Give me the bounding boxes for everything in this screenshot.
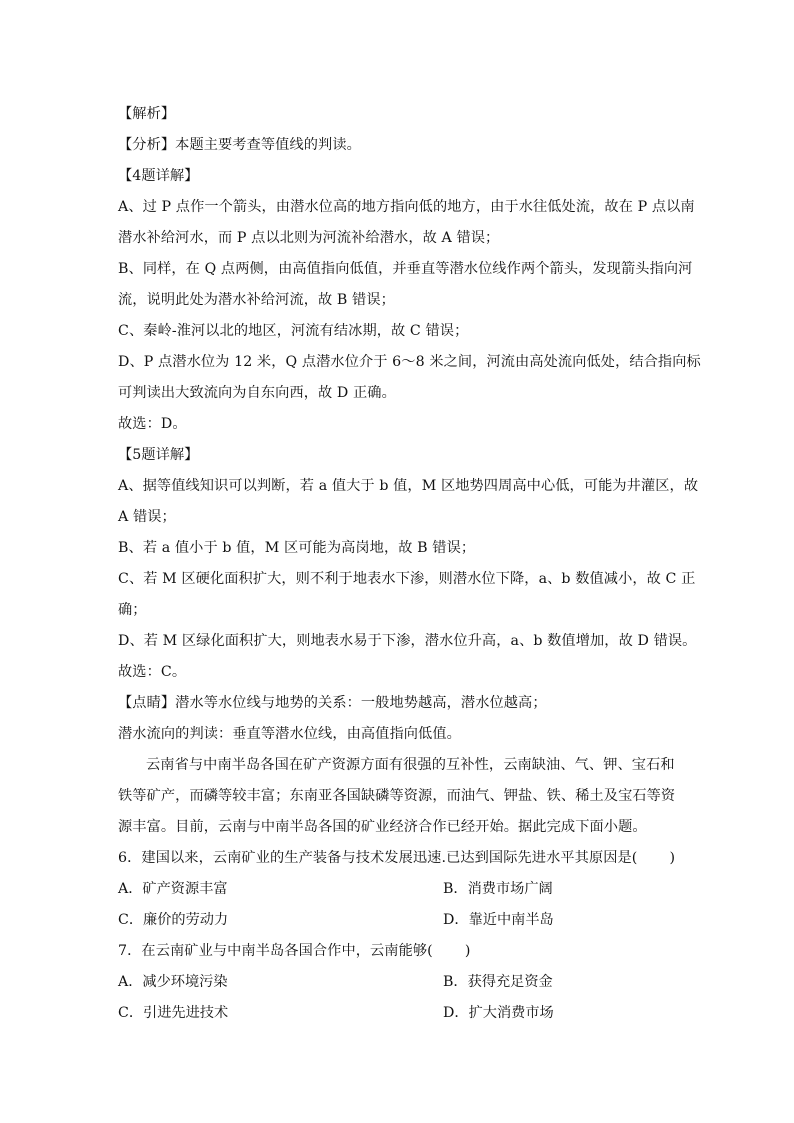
q4-explanation-line: 流，说明此处为潜水补给河流，故 B 错误； bbox=[118, 292, 395, 308]
q4-explanation-heading: 【4题详解】 bbox=[118, 168, 199, 184]
q7-options-row bbox=[118, 967, 688, 998]
q4-explanation-line: D、P 点潜水位为 12 米，Q 点潜水位介于 6～8 米之间，河流由高处流向低处，结合指向标 bbox=[118, 354, 701, 370]
q5-answer: 故选：C。 bbox=[118, 664, 187, 680]
q7-option-c: C．引进先进技术 bbox=[118, 1005, 229, 1021]
q4-explanation-line: 可判读出大致流向为自东向西，故 D 正确。 bbox=[118, 385, 396, 401]
q6-option-b: B．消费市场广阔 bbox=[443, 881, 553, 897]
q5-explanation-line: A 错误； bbox=[118, 509, 176, 525]
q5-explanation-line: C、若 M 区硬化面积扩大，则不利于地表水下渗，则潜水位下降，a、b 数值减小，故 C 正 bbox=[118, 571, 696, 587]
q7-stem bbox=[118, 936, 688, 967]
q5-explanation-heading: 【5题详解】 bbox=[118, 447, 199, 463]
passage-line: 源丰富。目前，云南与中南半岛各国的矿业经济合作已经开始。据此完成下面小题。 bbox=[118, 819, 647, 835]
q6-stem bbox=[118, 843, 688, 874]
analysis-fenxi: 【分析】本题主要考查等值线的判读。 bbox=[118, 137, 361, 153]
passage-line: 铁等矿产，而磷等较丰富；东南亚各国缺磷等资源，而油气、钾盐、铁、稀土及宝石等资 bbox=[118, 788, 676, 804]
q6-options-row bbox=[118, 905, 688, 936]
passage-line: 云南省与中南半岛各国在矿产资源方面有很强的互补性，云南缺油、气、钾、宝石和 bbox=[146, 757, 675, 773]
q6-option-d: D．靠近中南半岛 bbox=[443, 912, 554, 928]
q4-explanation-line: B、同样，在 Q 点两侧，由高值指向低值，并垂直等潜水位线作两个箭头，发现箭头指向河 bbox=[118, 261, 693, 277]
dianjing-line: 【点睛】潜水等水位线与地势的关系：一般地势越高，潜水位越高； bbox=[118, 695, 547, 711]
q5-explanation-line: 确； bbox=[118, 602, 147, 618]
q4-explanation-line: A、过 P 点作一个箭头，由潜水位高的地方指向低的地方，由于水往低处流，故在 P 点以南 bbox=[118, 199, 695, 215]
q7-stem-text: 7．在云南矿业与中南半岛各国合作中，云南能够( bbox=[118, 943, 433, 959]
q4-explanation-line: 潜水补给河水，而 P 点以北则为河流补给潜水，故 A 错误； bbox=[118, 230, 500, 246]
page-content bbox=[118, 99, 701, 1029]
q4-explanation-line: C、秦岭-淮河以北的地区，河流有结冰期，故 C 错误； bbox=[118, 323, 469, 339]
analysis-heading: 【解析】 bbox=[118, 106, 176, 122]
q7-option-b: B．获得充足资金 bbox=[443, 974, 553, 990]
q5-explanation-line: A、据等值线知识可以判断，若 a 值大于 b 值，M 区地势四周高中心低，可能为井灌区，故 bbox=[118, 478, 699, 494]
q6-option-c: C．廉价的劳动力 bbox=[118, 912, 229, 928]
q6-stem-text: 6．建国以来，云南矿业的生产装备与技术发展迅速.已达到国际先进水平其原因是( bbox=[118, 850, 638, 866]
dianjing-line: 潜水流向的判读：垂直等潜水位线，由高值指向低值。 bbox=[118, 726, 461, 742]
q6-option-a: A．矿产资源丰富 bbox=[118, 881, 228, 897]
q7-option-a: A．减少环境污染 bbox=[118, 974, 228, 990]
q7-options-row bbox=[118, 998, 688, 1029]
q7-stem-end: ) bbox=[464, 943, 471, 959]
q7-option-d: D．扩大消费市场 bbox=[443, 1005, 554, 1021]
q5-explanation-line: D、若 M 区绿化面积扩大，则地表水易于下渗，潜水位升高，a、b 数值增加，故 D 错误。 bbox=[118, 633, 697, 649]
q6-stem-end: ) bbox=[669, 850, 676, 866]
q4-answer: 故选：D。 bbox=[118, 416, 187, 432]
q6-options-row bbox=[118, 874, 688, 905]
q5-explanation-line: B、若 a 值小于 b 值，M 区可能为高岗地，故 B 错误； bbox=[118, 540, 476, 556]
